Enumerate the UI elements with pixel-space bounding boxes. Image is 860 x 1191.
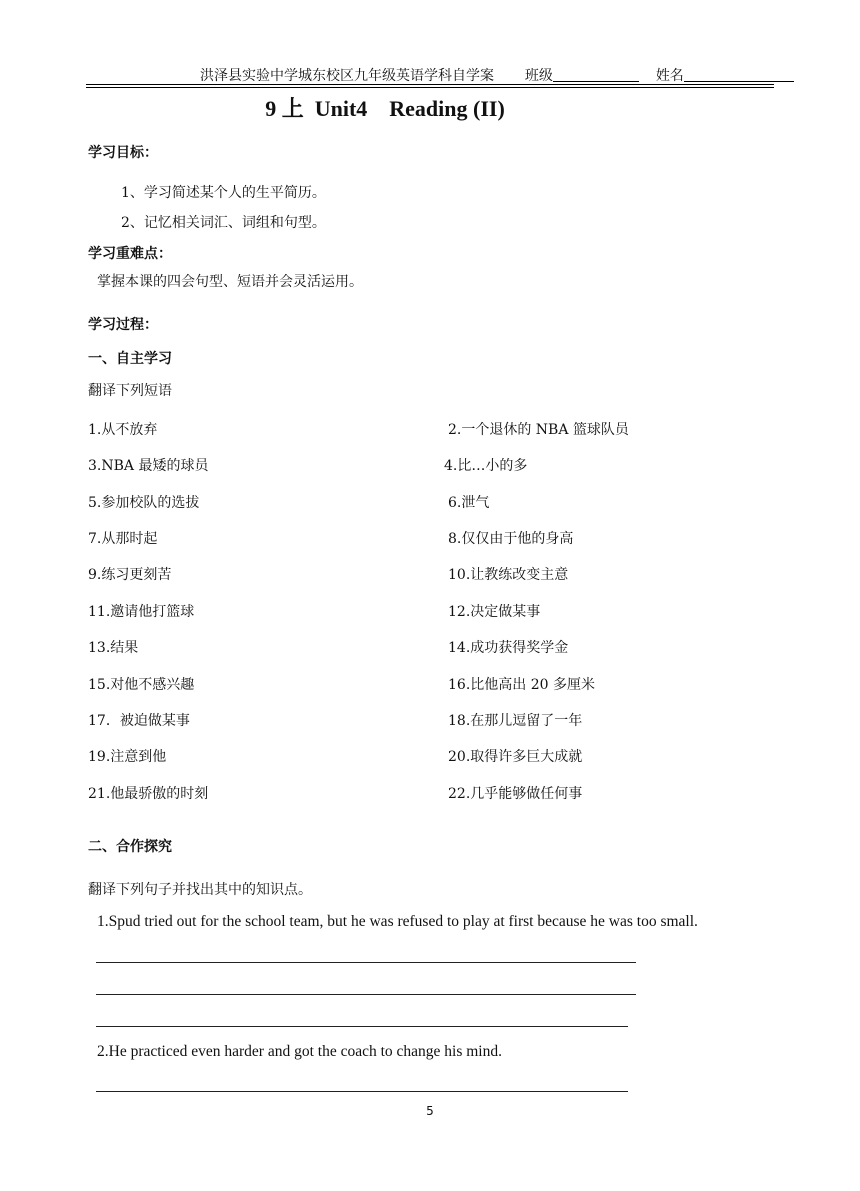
name-label: 姓名 — [655, 68, 684, 84]
answer-line[interactable] — [96, 1091, 628, 1092]
phrase-item: 18.在那儿逗留了一年 — [448, 713, 583, 729]
phrase-item: 8.仅仅由于他的身高 — [448, 531, 574, 547]
phrase-item: 12.决定做某事 — [448, 604, 541, 620]
key-points-text: 掌握本课的四会句型、短语并会灵活运用。 — [97, 274, 363, 290]
part1-heading: 一、自主学习 — [88, 351, 172, 367]
phrase-item: 13.结果 — [88, 640, 139, 656]
name-blank[interactable] — [684, 67, 794, 82]
page-title: 9 上 Unit4 Reading (II) — [265, 96, 505, 121]
answer-line[interactable] — [96, 994, 636, 995]
sentence-item: 2.He practiced even harder and got the coach to change his mind. — [97, 1043, 502, 1060]
phrase-item: 20.取得许多巨大成就 — [448, 749, 583, 765]
part2-heading: 二、合作探究 — [88, 839, 172, 855]
phrase-item: 7.从那时起 — [88, 531, 158, 547]
phrase-item: 9.练习更刻苦 — [88, 567, 172, 583]
key-points-heading: 学习重难点： — [88, 246, 172, 262]
phrase-item: 19.注意到他 — [88, 749, 167, 765]
class-label: 班级 — [524, 68, 553, 84]
process-heading: 学习过程： — [88, 317, 158, 333]
class-blank[interactable] — [553, 67, 639, 82]
phrase-item: 2.一个退休的 NBA 篮球队员 — [448, 422, 629, 438]
part1-instruction: 翻译下列短语 — [88, 383, 172, 399]
phrase-item: 17．被迫做某事 — [88, 713, 190, 729]
answer-line[interactable] — [96, 1026, 628, 1027]
objectives-heading: 学习目标： — [88, 145, 158, 161]
page-number: 5 — [426, 1104, 434, 1118]
phrase-item: 4.比…小的多 — [444, 458, 528, 474]
phrase-item: 10.让教练改变主意 — [448, 567, 569, 583]
phrase-item: 1.从不放弃 — [88, 422, 158, 438]
school-header-text: 洪泽县实验中学城东校区九年级英语学科自学案 — [200, 68, 494, 84]
objective-item: 2、记忆相关词汇、词组和句型。 — [121, 215, 326, 231]
phrase-item: 16.比他高出 20 多厘米 — [448, 677, 595, 693]
header-rule-double — [86, 87, 774, 88]
part2-instruction: 翻译下列句子并找出其中的知识点。 — [88, 882, 312, 898]
page-header — [200, 65, 794, 85]
phrase-item: 14.成功获得奖学金 — [448, 640, 569, 656]
phrase-item: 6.泄气 — [448, 495, 490, 511]
phrase-item: 11.邀请他打篮球 — [88, 604, 195, 620]
header-rule — [86, 84, 774, 85]
sentence-item: 1.Spud tried out for the school team, but he was refused to play at first because he was too small. — [97, 913, 698, 930]
phrase-item: 21.他最骄傲的时刻 — [88, 786, 209, 802]
objective-item: 1、学习简述某个人的生平简历。 — [121, 185, 326, 201]
phrase-item: 3.NBA 最矮的球员 — [88, 458, 209, 474]
phrase-item: 5.参加校队的选拔 — [88, 495, 200, 511]
answer-line[interactable] — [96, 962, 636, 963]
phrase-item: 15.对他不感兴趣 — [88, 677, 195, 693]
phrase-item: 22.几乎能够做任何事 — [448, 786, 583, 802]
